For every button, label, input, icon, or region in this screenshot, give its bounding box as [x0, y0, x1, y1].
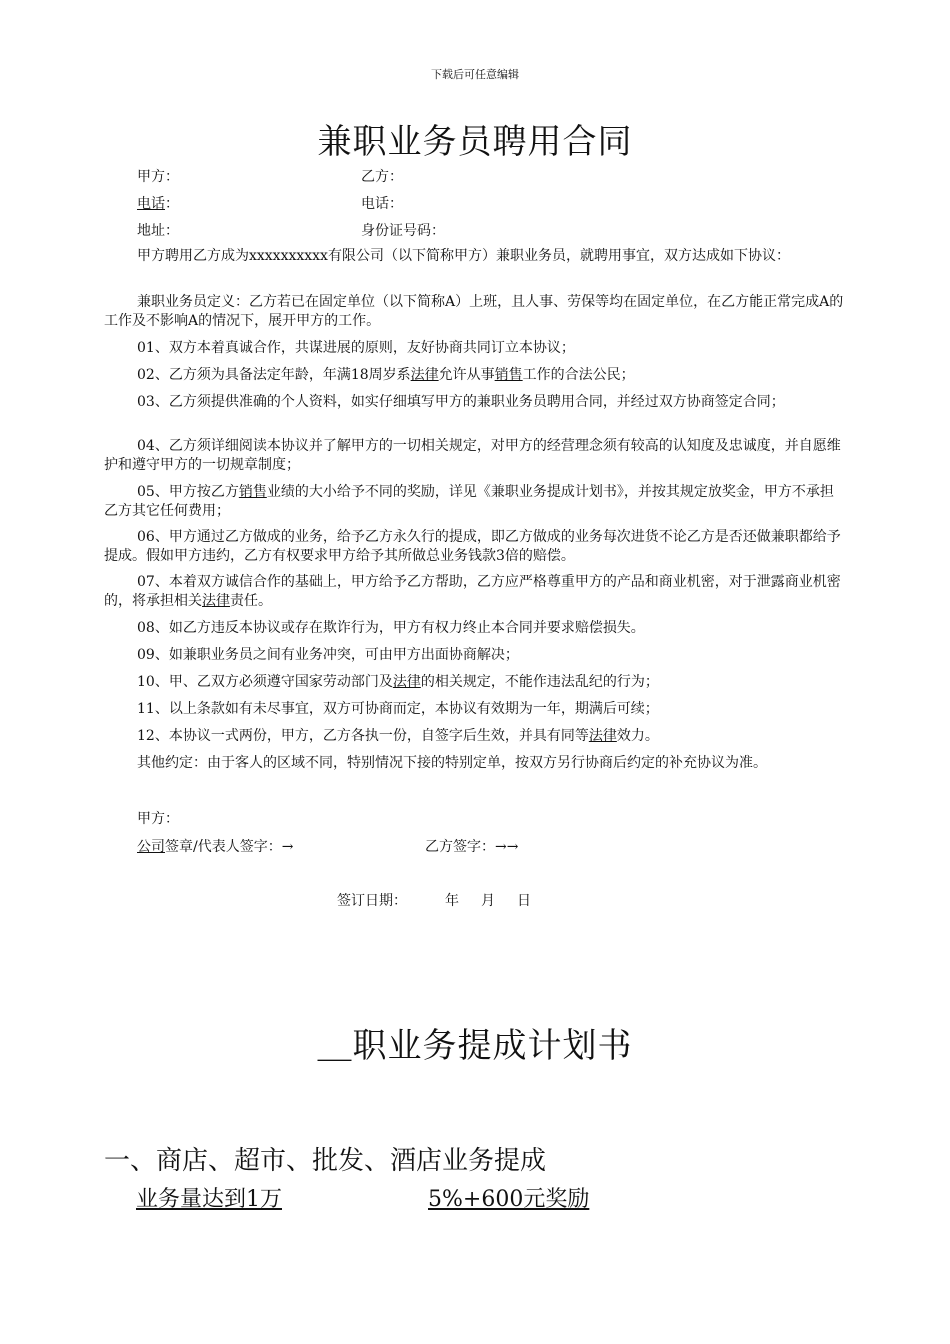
clause-06: 06、甲方通过乙方做成的业务，给予乙方永久行的提成，即乙方做成的业务每次进货不论乙方是否还做兼职都给予提成。假如甲方违约，乙方有权要求甲方给予其所做总业务钱款3倍的赔偿。: [104, 529, 841, 564]
clause-12: [104, 727, 846, 746]
clause-02-text-a: 02、乙方须为具备法定年龄，年满18周岁系: [137, 367, 411, 383]
id-number-label: 身份证号码：: [361, 223, 445, 239]
clause-11: 11、以上条款如有未尽事宜，双方可协商而定，本协议有效期为一年，期满后可续；: [137, 701, 659, 717]
clause-07-text-b: 责任。: [230, 593, 272, 609]
signing-date-label: 签订日期：: [337, 893, 407, 909]
intro-paragraph: 甲方聘用乙方成为xxxxxxxxxx有限公司（以下简称甲方）兼职业务员，就聘用事宜，双方达成如下协议：: [137, 248, 790, 264]
clause-12-text-b: 效力。: [616, 728, 659, 744]
clause-08: 08、如乙方违反本协议或存在欺诈行为，甲方有权力终止本合同并要求赔偿损失。: [137, 620, 645, 636]
law-link[interactable]: 法律: [410, 367, 439, 383]
plan-title: ＿职业务提成计划书: [317, 1026, 633, 1066]
clause-02: [104, 366, 846, 385]
sales-link[interactable]: 销售: [494, 367, 523, 383]
header-note: 下载后可任意编辑: [431, 68, 519, 81]
clause-07: [104, 573, 846, 611]
clause-07-text-a: 07、本着双方诚信合作的基础上，甲方给予乙方帮助，乙方应严格尊重甲方的产品和商业机密，对于泄露商业机密的，将承担相关: [104, 574, 841, 609]
clause-02-text-b: 允许从事: [438, 367, 495, 383]
law-link[interactable]: 法律: [588, 728, 617, 744]
tier-1-threshold: 业务量达到1万: [136, 1187, 282, 1212]
date-month: 月: [481, 893, 495, 909]
definition-paragraph: 兼职业务员定义：乙方若已在固定单位（以下简称A）上班，且人事、劳保等均在固定单位，在乙方能正常完成A的工作及不影响A的情况下，展开甲方的工作。: [104, 294, 844, 329]
section-1-heading: 一、商店、超市、批发、酒店业务提成: [104, 1146, 547, 1176]
address-label: 地址：: [137, 223, 179, 239]
company-link[interactable]: 公司: [137, 839, 165, 855]
law-link[interactable]: 法律: [202, 593, 230, 609]
company-signature-line: [137, 836, 293, 856]
law-link[interactable]: 法律: [392, 674, 421, 690]
clause-10: [104, 673, 846, 692]
party-b-signature-label: 乙方签字：→→: [425, 839, 519, 855]
clause-10-text-a: 10、甲、乙双方必须遵守国家劳动部门及: [137, 674, 393, 690]
tier-1-reward: 5%+600元奖励: [428, 1187, 590, 1212]
party-b-label: 乙方：: [361, 169, 403, 185]
contract-title: 兼职业务员聘用合同: [317, 122, 633, 162]
clause-01: 01、双方本着真诚合作，共谋进展的原则，友好协商共同订立本协议；: [137, 340, 575, 356]
phone-b-label: 电话：: [361, 196, 403, 212]
clause-09: 09、如兼职业务员之间有业务冲突，可由甲方出面协商解决；: [137, 647, 519, 663]
clause-12-text-a: 12、本协议一式两份，甲方，乙方各执一份，自签字后生效，并具有同等: [137, 728, 589, 744]
phone-a-colon: ：: [165, 196, 179, 212]
commission-tier-1: [136, 1182, 589, 1213]
clause-05: [104, 483, 846, 521]
phone-a-link[interactable]: 电话: [137, 196, 165, 212]
phone-a-field: [137, 193, 179, 213]
company-signature-label: 签章/代表人签字：→: [165, 839, 294, 855]
clause-05-text-a: 05、甲方按乙方: [137, 484, 239, 500]
date-year: 年: [445, 893, 459, 909]
clause-02-text-c: 工作的合法公民；: [522, 367, 635, 383]
clause-04: 04、乙方须详细阅读本协议并了解甲方的一切相关规定，对甲方的经营理念须有较高的认知度及忠诚度，并自愿维护和遵守甲方的一切规章制度；: [104, 438, 841, 473]
sales-link[interactable]: 销售: [238, 484, 267, 500]
clause-10-text-b: 的相关规定，不能作违法乱纪的行为；: [420, 674, 659, 690]
clause-05-text-b: 业绩的大小给予不同的奖励，详见《兼职业务提成计划书》，并按其规定放奖金，甲方不承担乙方其它任何费用；: [104, 484, 834, 519]
party-a-label: 甲方：: [137, 169, 179, 185]
clause-03: 03、乙方须提供准确的个人资料，如实仔细填写甲方的兼职业务员聘用合同，并经过双方协商签定合同；: [137, 394, 785, 410]
sign-party-a-label: 甲方：: [137, 811, 179, 827]
date-day: 日: [517, 893, 531, 909]
other-terms: 其他约定：由于客人的区域不同，特别情况下接的特别定单，按双方另行协商后约定的补充协议为准。: [137, 755, 767, 771]
